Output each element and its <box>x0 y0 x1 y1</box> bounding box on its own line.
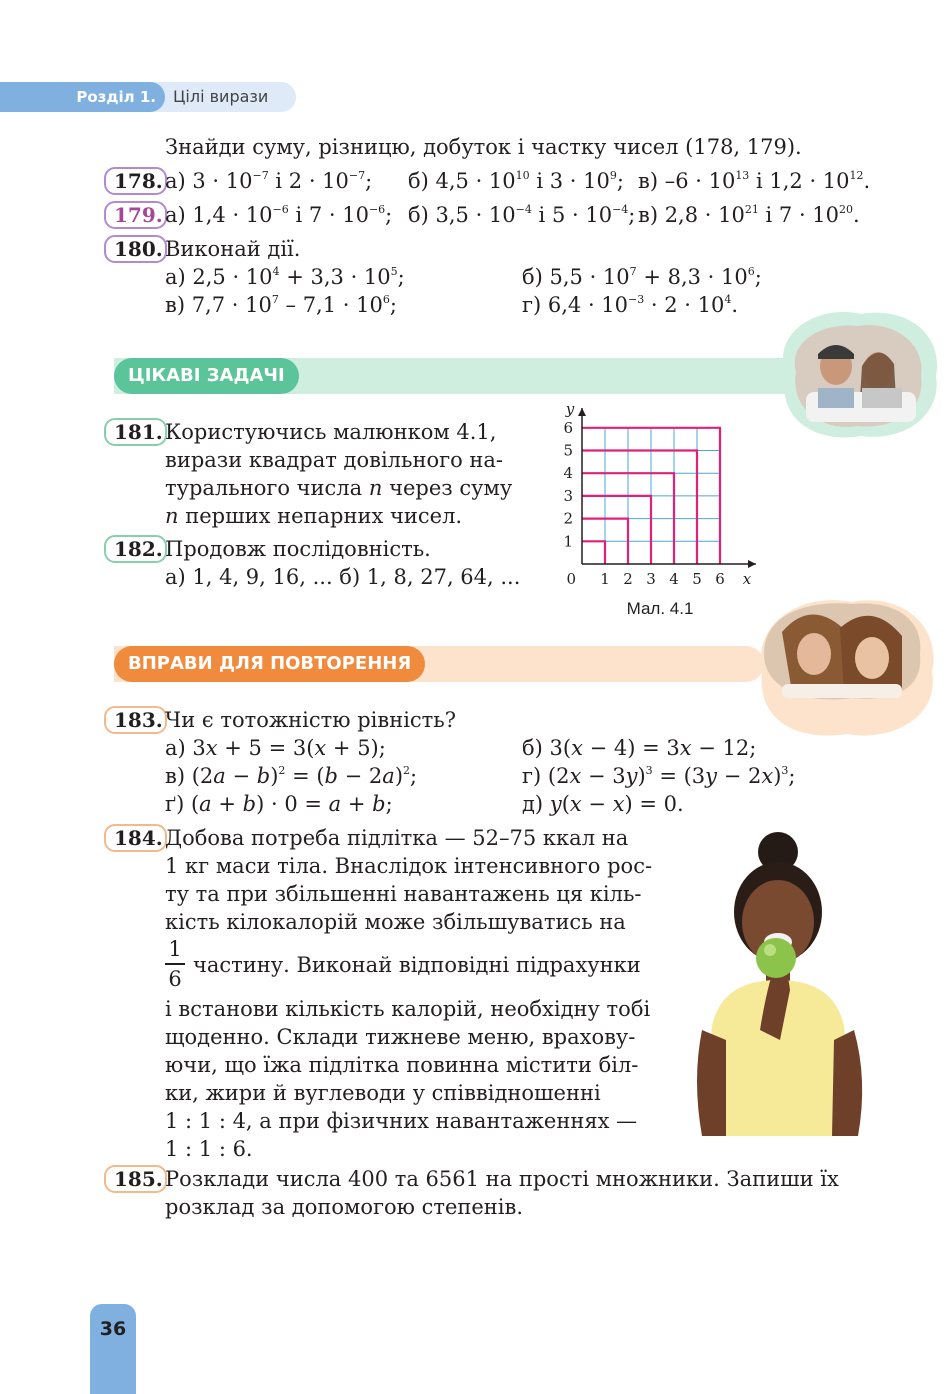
p183-c: в) $(2a - b)^2 = (b - 2a)^2$; <box>165 764 418 788</box>
p179-a: а) $1,4 \cdot 10^{-6}$ і $7 \cdot 10^{-6}$; <box>165 203 393 227</box>
p184-line-6: щоденно. Склади тижневе меню, врахову- <box>165 1025 636 1049</box>
problem-number-179: 179. <box>104 201 167 229</box>
y-tick-label-1: 1 <box>563 532 573 551</box>
x-tick-label-5: 5 <box>692 570 702 588</box>
p179-b: б) $3,5 \cdot 10^{-4}$ і $5 \cdot 10^{-4}$; <box>408 203 636 227</box>
p184-line-1: Добова потреба підлітка — 52–75 ккал на <box>165 826 629 850</box>
girls-photo <box>752 592 942 742</box>
p184-line-10: 1 : 1 : 6. <box>165 1137 253 1161</box>
intro-text: Знайди суму, різницю, добуток і частку чисел (178, 179). <box>165 135 802 159</box>
problem-number-182: 182. <box>104 535 167 563</box>
p181-line-2: вирази квадрат довільного на- <box>165 448 504 472</box>
y-axis-label: y <box>565 400 575 418</box>
p179-c: в) $2,8 \cdot 10^{21}$ і $7 \cdot 10^{20}$. <box>638 203 860 227</box>
p178-a: а) $3 \cdot 10^{-7}$ і $2 \cdot 10^{-7}$; <box>165 169 373 193</box>
p184-line-2: 1 кг маси тіла. Внаслідок інтенсивного рос- <box>165 854 653 878</box>
x-axis-arrow <box>748 560 756 568</box>
p181-line-1: Користуючись малюнком 4.1, <box>165 420 497 444</box>
problem-number-184: 184. <box>104 824 167 852</box>
problem-number-180: 180. <box>104 235 167 263</box>
fraction-bar <box>165 963 185 965</box>
problem-number-178: 178. <box>104 167 167 195</box>
p178-c: в) $-6 \cdot 10^{13}$ і $1,2 \cdot 10^{12}$. <box>638 169 871 193</box>
x-tick-label-4: 4 <box>669 570 679 588</box>
fraction-numerator: 1 <box>168 937 182 961</box>
p183-b: б) 3(x − 4) = 3x − 12; <box>522 736 757 760</box>
chapter-title: Цілі вирази <box>173 87 269 106</box>
p180-a: а) $2,5 \cdot 10^4 + 3,3 \cdot 10^5$; <box>165 265 405 289</box>
square-outline-1 <box>582 541 605 564</box>
p184-line-8: ки, жири й вуглеводи у співвідношенні <box>165 1081 601 1105</box>
p185-line-2: розклад за допомогою степенів. <box>165 1195 524 1219</box>
problem-number-185: 185. <box>104 1165 167 1193</box>
y-axis-arrow <box>578 408 586 416</box>
x-tick-label-1: 1 <box>600 570 610 588</box>
section-title-review: ВПРАВИ ДЛЯ ПОВТОРЕННЯ <box>114 646 425 682</box>
chapter-number: Розділ 1. <box>0 82 165 112</box>
p180-text: Виконай дії. <box>165 237 301 261</box>
p184-frac-text: частину. Виконай відповідні підрахунки <box>193 953 641 977</box>
square-outline-3 <box>582 496 651 564</box>
problem-number-183: 183. <box>104 706 167 734</box>
p180-b: б) $5,5 \cdot 10^7 + 8,3 \cdot 10^6$; <box>522 265 762 289</box>
p178-b: б) $4,5 \cdot 10^{10}$ і $3 \cdot 10^9$; <box>408 169 624 193</box>
p182-text: Продовж послідовність. <box>165 537 431 561</box>
problem-number-181: 181. <box>104 418 167 446</box>
p183-a: а) 3x + 5 = 3(x + 5); <box>165 736 386 760</box>
figure-4-1 <box>556 398 760 622</box>
p184-line-3: ту та при збільшенні навантажень ця кіль- <box>165 882 642 906</box>
origin-label: 0 <box>566 570 576 588</box>
p181-line-4: n перших непарних чисел. <box>165 504 463 528</box>
p182-line: а) 1, 4, 9, 16, ... б) 1, 8, 27, 64, ... <box>165 565 521 589</box>
square-outline-5 <box>582 451 697 565</box>
fraction-one-sixth <box>165 937 185 991</box>
p184-line-5: і встанови кількість калорій, необхідну тобі <box>165 997 651 1021</box>
p185-line-1: Розклади числа 400 та 6561 на прості множники. Запиши їх <box>165 1167 839 1191</box>
girl-with-apple-photo <box>682 830 878 1136</box>
y-tick-label-5: 5 <box>563 441 573 460</box>
p183-f: д) y(x − x) = 0. <box>522 792 684 816</box>
p183-d: г) $(2x - 3y)^3 = (3y - 2x)^3$; <box>522 764 796 788</box>
x-axis-label: x <box>742 570 752 588</box>
y-tick-label-4: 4 <box>563 464 573 483</box>
p183-e: ґ) (a + b) · 0 = a + b; <box>165 792 393 816</box>
y-tick-label-3: 3 <box>563 486 573 505</box>
figure-caption: Мал. 4.1 <box>626 599 694 618</box>
p180-d: г) $6,4 \cdot 10^{-3} \cdot 2 \cdot 10^4$. <box>522 293 739 317</box>
p181-line-3: турального числа n через суму <box>165 476 513 500</box>
section-title-interesting: ЦІКАВІ ЗАДАЧІ <box>114 358 299 394</box>
x-tick-label-2: 2 <box>623 570 633 588</box>
p183-text: Чи є тотожністю рівність? <box>165 708 456 732</box>
p184-line-4: кість кілокалорій може збільшуватись на <box>165 910 626 934</box>
p184-line-7: ючи, що їжа підлітка повинна містити біл- <box>165 1053 639 1077</box>
x-tick-label-6: 6 <box>715 570 725 588</box>
x-tick-label-3: 3 <box>646 570 656 588</box>
y-tick-label-2: 2 <box>563 509 573 528</box>
y-tick-label-6: 6 <box>563 418 573 437</box>
fraction-denominator: 6 <box>168 967 182 991</box>
students-photo <box>766 304 946 444</box>
page-number: 36 <box>90 1304 136 1394</box>
p184-line-9: 1 : 1 : 4, а при фізичних навантаженнях — <box>165 1109 638 1133</box>
p180-c: в) $7,7 \cdot 10^7 - 7,1 \cdot 10^6$; <box>165 293 397 317</box>
